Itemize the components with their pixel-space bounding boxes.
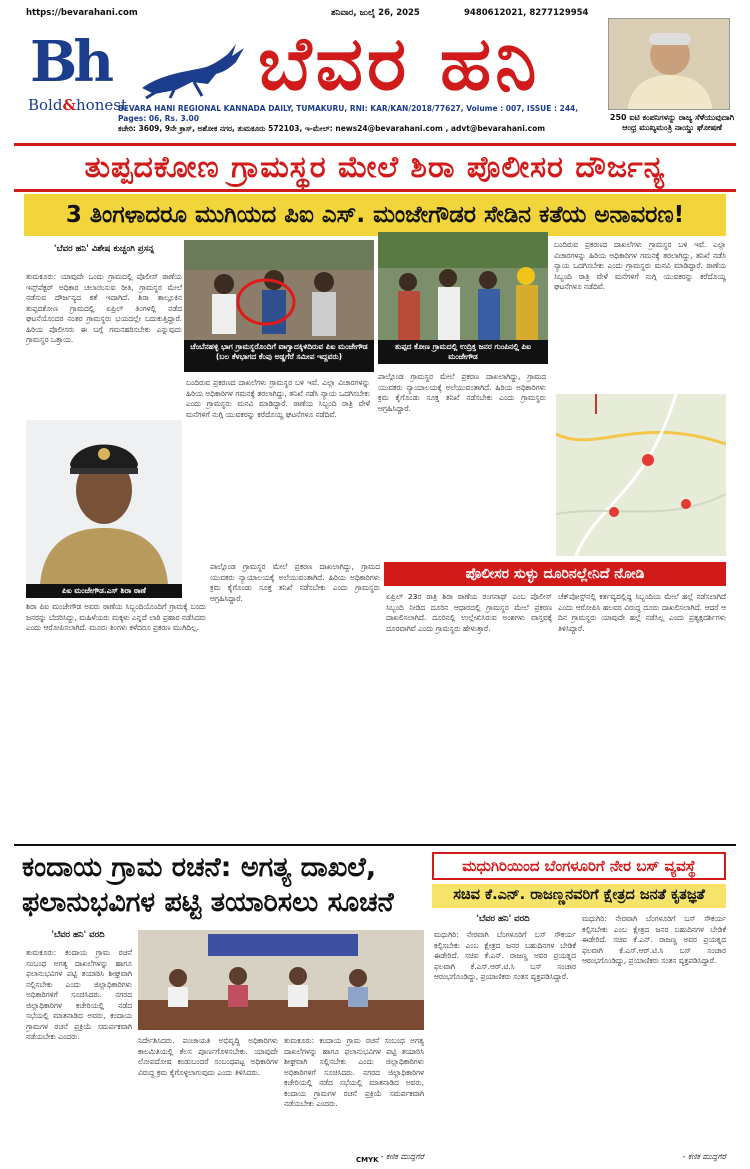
lead-headline: ತುಪ್ಪದಕೋಣ ಗ್ರಾಮಸ್ಥರ ಮೇಲೆ ಶಿರಾ ಪೊಲೀಸರ ದೌರ್ಜನ್ಯ xyxy=(14,143,736,192)
photo-1-caption: ಚೆಂಬೆನಹಳ್ಳಿ ಭಾಗ ಗ್ರಾಮಸ್ಥರೊಂದಿಗೆ ವಾಗ್ವಾದಕ್ಕಿಳಿದಿರುವ ಪಿಐ ಮಂಜೇಗೌಡ (ಬಲ ಕೆಳಭಾಗದ ಕೆಂಪು ಅಡ್ಡಗೆರೆ ಸಮೀಪ ಇದ್ದವರು) xyxy=(184,340,374,372)
photo-2-caption: ತುಪ್ಪದ ಕೋಣ ಗ್ರಾಮದಲ್ಲಿ ಉದ್ರಿಕ್ತ ಜನರ ಗುಂಪಿನಲ್ಲಿ ಪಿಐ ಮಂಜೇಗೌಡ xyxy=(378,340,548,364)
story3-text-2: ಮಧುಗಿರಿ: ನೇರವಾಗಿ ಬೆಂಗಳೂರಿಗೆ ಬಸ್ ಸೌಕರ್ಯ ಕಲ್ಪಿಸಬೇಕು ಎಂಬ ಕ್ಷೇತ್ರದ ಜನರ ಬಹುದಿನಗಳ ಬೇಡಿಕೆ ಈಡೇರಿದೆ. ಸಚಿವ ಕೆ.ಎನ್. ರಾಜಣ್ಣ ಅವರ ಪ್ರಯತ್ನದ ಫಲವಾಗಿ ಕೆ.ಎಸ್.ಆರ್.ಟಿ.ಸಿ ಬಸ್ ಸಂಚಾರ ಆರಂಭಗೊಂಡಿದ್ದು, ಪ್ರಯಾಣಿಕರು ಸಂತಸ ವ್ಯಕ್ತಪಡಿಸಿದ್ದಾರೆ. xyxy=(582,914,726,966)
story3-text-1: ಮಧುಗಿರಿ: ನೇರವಾಗಿ ಬೆಂಗಳೂರಿಗೆ ಬಸ್ ಸೌಕರ್ಯ ಕಲ್ಪಿಸಬೇಕು ಎಂಬ ಕ್ಷೇತ್ರದ ಜನರ ಬಹುದಿನಗಳ ಬೇಡಿಕೆ ಈಡೇರಿದೆ. ಸಚಿವ ಕೆ.ಎನ್. ರಾಜಣ್ಣ ಅವರ ಪ್ರಯತ್ನದ ಫಲವಾಗಿ ಕೆ.ಎಸ್.ಆರ್.ಟಿ.ಸಿ ಬಸ್ ಸಂಚಾರ ಆರಂಭಗೊಂಡಿದ್ದು, ಪ್ರಯಾಣಿಕರು ಸಂತಸ ವ್ಯಕ್ತಪಡಿಸಿದ್ದಾರೆ. xyxy=(434,930,576,982)
lead-col2-text: ಬಂದಿರುವ ಪ್ರಕರಣದ ದಾಖಲೆಗಳು ಗ್ರಾಮಸ್ಥರ ಬಳಿ ಇವೆ. ಎಲ್ಲಾ ವಿಚಾರಗಳನ್ನು ಹಿರಿಯ ಅಧಿಕಾರಿಗಳ ಗಮನಕ್ಕೆ ತರಲಾಗಿದ್ದು, ತನಿಖೆ ನಡೆಸಿ ನ್ಯಾಯ ಒದಗಿಸಬೇಕು ಎಂದು ಗ್ರಾಮಸ್ಥರು ಮನವಿ ಮಾಡಿದ್ದಾರೆ. ಠಾಣೆಯ ಸಿಬ್ಬಂದಿ ರಾತ್ರಿ ವೇಳೆ ಮನೆಗಳಿಗೆ ನುಗ್ಗಿ ಯುವಕರನ್ನು ಕರೆದೊಯ್ದ ಘಟನೆಗಳೂ ನಡೆದಿವೆ. xyxy=(186,378,370,419)
lead-col1-text-lower: ಶಿರಾ ಪಿಐ ಮಂಜೇಗೌಡ ಅವರು ಠಾಣೆಯ ಸಿಬ್ಬಂದಿಯೊಂದಿಗೆ ಗ್ರಾಮಕ್ಕೆ ಬಂದು ಜನರನ್ನು ಬೆದರಿಸಿದ್ದು, ಮಹಿಳೆಯರು ಮಕ್ಕಳು ಎನ್ನದೆ ಲಾಠಿ ಪ್ರಹಾರ ನಡೆಸಿದರು ಎಂದು ಆರೋಪಿಸಲಾಗಿದೆ. ಮೂರು ತಿಂಗಳು ಕಳೆದರೂ ಪ್ರಕರಣ ಮುಗಿದಿಲ್ಲ. xyxy=(26,602,206,633)
tagline: Bold&honest xyxy=(28,96,127,114)
story3-headline: ಮಧುಗಿರಿಯಿಂದ ಬೆಂಗಳೂರಿಗೆ ನೇರ ಬಸ್ ವ್ಯವಸ್ಥೆ xyxy=(432,852,726,880)
lead-photo-2 xyxy=(378,232,548,340)
lead-kicker: 'ಬೆವರ ಹನಿ' ವಿಶೇಷ ಕುಚ್ಚಂಗಿ ಪ್ರಸನ್ನ xyxy=(53,244,155,254)
story3-kicker: 'ಬೆವರ ಹನಿ' ವರದಿ xyxy=(476,914,530,924)
lead-col3-text: ಪಾಲ್ಗೊಂಡ ಗ್ರಾಮಸ್ಥರ ಮೇಲೆ ಪ್ರಕರಣ ದಾಖಲಾಗಿದ್ದು, ಗ್ರಾಮದ ಯುವಕರು ನ್ಯಾಯಾಲಯಕ್ಕೆ ಅಲೆಯುವಂತಾಗಿದೆ. ಹಿರಿಯ ಅಧಿಕಾರಿಗಳು ಕ್ರಮ ಕೈಗೊಂಡು ಸೂಕ್ತ ತನಿಖೆ ನಡೆಸಬೇಕು ಎಂದು ಗ್ರಾಮಸ್ಥರು ಆಗ್ರಹಿಸಿದ್ದಾರೆ. xyxy=(378,372,546,413)
police-box-text-1: ಏಪ್ರಿಲ್ 23ರ ರಾತ್ರಿ ಶಿರಾ ಠಾಣೆಯ ರಂಗನಾಥ್ ಎಂಬ ಪೊಲೀಸ್ ಸಿಬ್ಬಂದಿ ನೀಡಿದ ದೂರಿನ ಆಧಾರದಲ್ಲಿ ಗ್ರಾಮಸ್ಥರ ಮೇಲೆ ಪ್ರಕರಣ ದಾಖಲಿಸಲಾಗಿದೆ. ದೂರಿನಲ್ಲಿ ಉಲ್ಲೇಖಿಸಿರುವ ಅಂಶಗಳು ವಾಸ್ತವಕ್ಕೆ ದೂರವಾಗಿವೆ ಎಂದು ಗ್ರಾಮಸ್ಥರು ಹೇಳುತ್ತಾರೆ. xyxy=(386,592,552,633)
section-divider xyxy=(14,844,736,846)
antelope-logo-icon xyxy=(132,38,252,100)
police-box-title: ಪೊಲೀಸರ ಸುಳ್ಳು ದೂರಿನಲ್ಲೇನಿದೆ ನೋಡಿ xyxy=(384,562,726,586)
story2-signature: - ಕಣಿಕ ಮುದ್ದಗೆರೆ xyxy=(380,1152,424,1161)
rni-line: BEVARA HANI REGIONAL KANNADA DAILY, TUMAKURU, RNI: KAR/KAN/2018/77627, Volume : 007, ISSUE : 244, Pages: 06, Rs. 3.00 xyxy=(118,104,579,124)
officer-portrait xyxy=(26,420,182,584)
site-url[interactable]: https://bevarahani.com xyxy=(26,8,138,18)
story2-text: ತುಮಕೂರು: ಕಂದಾಯ ಗ್ರಾಮ ರಚನೆ ಸಂಬಂಧ ಅಗತ್ಯ ದಾಖಲೆಗಳನ್ನು ಹಾಗೂ ಫಲಾನುಭವಿಗಳ ಪಟ್ಟಿ ತಯಾರಿಸಿ ಶೀಘ್ರವಾಗಿ ಸಲ್ಲಿಸಬೇಕು ಎಂದು ಜಿಲ್ಲಾಧಿಕಾರಿಗಳು ಅಧಿಕಾರಿಗಳಿಗೆ ಸೂಚಿಸಿದರು. ನಗರದ ಜಿಲ್ಲಾಧಿಕಾರಿಗಳ ಕಚೇರಿಯಲ್ಲಿ ನಡೆದ ಸಭೆಯಲ್ಲಿ ಮಾತನಾಡಿದ ಅವರು, ಕಂದಾಯ ಗ್ರಾಮಗಳ ರಚನೆ ಪ್ರಕ್ರಿಯೆ ಸಮರ್ಪಕವಾಗಿ ನಡೆಯಬೇಕು ಎಂದರು. xyxy=(26,948,132,1042)
newspaper-title: ಬೆವರ ಹನಿ xyxy=(258,21,541,107)
police-box-text-2: ಚೆಕ್‌ಪೋಸ್ಟ್‌ನಲ್ಲಿ ಕರ್ತವ್ಯದಲ್ಲಿದ್ದ ಸಿಬ್ಬಂದಿಯ ಮೇಲೆ ಹಲ್ಲೆ ನಡೆಸಲಾಗಿದೆ ಎಂದು ಆರೋಪಿಸಿ ಹಲವರ ವಿರುದ್ಧ ದೂರು ದಾಖಲಿಸಲಾಗಿದೆ. ಆದರೆ ಆ ದಿನ ಗ್ರಾಮಸ್ಥರು ಯಾವುದೇ ಹಲ್ಲೆ ನಡೆಸಿಲ್ಲ ಎಂದು ಪ್ರತ್ಯಕ್ಷದರ್ಶಿಗಳು ತಿಳಿಸಿದ್ದಾರೆ. xyxy=(558,592,726,633)
meeting-photo xyxy=(138,930,424,1030)
masthead-info xyxy=(118,104,598,134)
story2-text-2: ನಿರ್ದೇಶಿಸಿದರು. ಪಂಚಾಯತಿ ಅಭಿವೃದ್ಧಿ ಅಧಿಕಾರಿಗಳು ಕಾಲಮಿತಿಯಲ್ಲಿ ಕೆಲಸ ಪೂರ್ಣಗೊಳಿಸಬೇಕು. ಯಾವುದೇ ಲೋಪದೋಷ ಕಂಡುಬಂದರೆ ಸಂಬಂಧಪಟ್ಟ ಅಧಿಕಾರಿಗಳ ವಿರುದ್ಧ ಕ್ರಮ ಕೈಗೊಳ್ಳಲಾಗುವುದು ಎಂದು ತಿಳಿಸಿದರು. xyxy=(138,1036,278,1077)
officer-caption: ಪಿಐ ಮಂಜೇಗೌಡ.ಎಸ್ ಶಿರಾ ಠಾಣೆ xyxy=(26,584,182,598)
story2-text-3: ತುಮಕೂರು: ಕಂದಾಯ ಗ್ರಾಮ ರಚನೆ ಸಂಬಂಧ ಅಗತ್ಯ ದಾಖಲೆಗಳನ್ನು ಹಾಗೂ ಫಲಾನುಭವಿಗಳ ಪಟ್ಟಿ ತಯಾರಿಸಿ ಶೀಘ್ರವಾಗಿ ಸಲ್ಲಿಸಬೇಕು ಎಂದು ಜಿಲ್ಲಾಧಿಕಾರಿಗಳು ಅಧಿಕಾರಿಗಳಿಗೆ ಸೂಚಿಸಿದರು. ನಗರದ ಜಿಲ್ಲಾಧಿಕಾರಿಗಳ ಕಚೇರಿಯಲ್ಲಿ ನಡೆದ ಸಭೆಯಲ್ಲಿ ಮಾತನಾಡಿದ ಅವರು, ಕಂದಾಯ ಗ್ರಾಮಗಳ ರಚನೆ ಪ್ರಕ್ರಿಯೆ ಸಮರ್ಪಕವಾಗಿ ನಡೆಯಬೇಕು ಎಂದರು. xyxy=(284,1036,424,1109)
story2-kicker: 'ಬೆವರ ಹನಿ' ವರದಿ xyxy=(51,930,105,940)
lead-subhead: 3 ತಿಂಗಳಾದರೂ ಮುಗಿಯದ ಪಿಐ ಎಸ್. ಮಂಜೇಗೌಡರ ಸೇಡಿನ ಕತೆಯ ಅನಾವರಣ! xyxy=(24,194,726,236)
lead-col2-text-lower: ಪಾಲ್ಗೊಂಡ ಗ್ರಾಮಸ್ಥರ ಮೇಲೆ ಪ್ರಕರಣ ದಾಖಲಾಗಿದ್ದು, ಗ್ರಾಮದ ಯುವಕರು ನ್ಯಾಯಾಲಯಕ್ಕೆ ಅಲೆಯುವಂತಾಗಿದೆ. ಹಿರಿಯ ಅಧಿಕಾರಿಗಳು ಕ್ರಮ ಕೈಗೊಂಡು ಸೂಕ್ತ ತನಿಖೆ ನಡೆಸಬೇಕು ಎಂದು ಗ್ರಾಮಸ್ಥರು ಆಗ್ರಹಿಸಿದ್ದಾರೆ. xyxy=(210,562,380,603)
chief-minister-photo xyxy=(608,18,730,110)
issue-date: ಶನಿವಾರ, ಜುಲೈ 26, 2025 xyxy=(331,8,420,18)
office-line: ಕಚೇರಿ: 3609, 9ನೇ ಕ್ರಾಸ್, ಅಶೋಕ ನಗರ, ತುಮಕೂರು 572103, ಇ-ಮೇಲ್: news24@bevarahani.com , advt@bevarahani.com xyxy=(118,124,546,134)
lead-photo-1 xyxy=(184,240,374,340)
lead-col1-text: ತುಮಕೂರು: ಯಾವುದೇ ಒಂದು ಗ್ರಾಮದಲ್ಲಿ ಪೊಲೀಸ್ ಠಾಣೆಯ ಇನ್ಸ್‌ಪೆಕ್ಟರ್ ಅಧಿಕಾರ ಚಲಾಯಿಸುವ ರೀತಿ, ಗ್ರಾಮಸ್ಥರ ಮೇಲೆ ನಡೆಸುವ ದೌರ್ಜನ್ಯದ ಕತೆ ಇದಾಗಿದೆ. ಶಿರಾ ತಾಲ್ಲೂಕಿನ ತುಪ್ಪದಕೋಣ ಗ್ರಾಮದಲ್ಲಿ ಏಪ್ರಿಲ್ ತಿಂಗಳಲ್ಲಿ ನಡೆದ ಘಟನೆಯೊಂದರ ನಂತರ ಗ್ರಾಮಸ್ಥರು ಭಯದಲ್ಲೇ ಬದುಕುತ್ತಿದ್ದಾರೆ. ಹಿರಿಯ ಪೊಲೀಸರು ಈ ಬಗ್ಗೆ ಗಮನಹರಿಸಬೇಕು ಎನ್ನುವುದು ಗ್ರಾಮಸ್ಥರ ಒತ್ತಾಯ. xyxy=(26,272,182,345)
portrait-caption: 250 ಐಟಿ ಕಂಪನಿಗಳನ್ನು ರಾಜ್ಯ ಸೆಳೆಯುವುದಾಗಿ ಆಂಧ್ರ ಮುಖ್ಯಮಂತ್ರಿ ನಾಯ್ಡು ಘೋಷಣೆ xyxy=(609,113,735,132)
story2-headline: ಕಂದಾಯ ಗ್ರಾಮ ರಚನೆ: ಅಗತ್ಯ ದಾಖಲೆ, ಫಲಾನುಭವಿಗಳ ಪಟ್ಟಿ ತಯಾರಿಸಲು ಸೂಚನೆ xyxy=(22,852,394,919)
contact-phones: 9480612021, 8277129954 xyxy=(464,8,589,18)
lead-col4-text: ಬಂದಿರುವ ಪ್ರಕರಣದ ದಾಖಲೆಗಳು ಗ್ರಾಮಸ್ಥರ ಬಳಿ ಇವೆ. ಎಲ್ಲಾ ವಿಚಾರಗಳನ್ನು ಹಿರಿಯ ಅಧಿಕಾರಿಗಳ ಗಮನಕ್ಕೆ ತರಲಾಗಿದ್ದು, ತನಿಖೆ ನಡೆಸಿ ನ್ಯಾಯ ಒದಗಿಸಬೇಕು ಎಂದು ಗ್ರಾಮಸ್ಥರು ಮನವಿ ಮಾಡಿದ್ದಾರೆ. ಠಾಣೆಯ ಸಿಬ್ಬಂದಿ ರಾತ್ರಿ ವೇಳೆ ಮನೆಗಳಿಗೆ ನುಗ್ಗಿ ಯುವಕರನ್ನು ಕರೆದೊಯ್ದ ಘಟನೆಗಳೂ ನಡೆದಿವೆ. xyxy=(554,240,726,292)
story3-signature: - ಕಣಿಕ ಮುದ್ದಗೆರೆ xyxy=(682,1152,726,1161)
location-map xyxy=(556,394,726,556)
logo-letters: Bh xyxy=(30,29,111,95)
story3-subhead: ಸಚಿವ ಕೆ.ಎನ್. ರಾಜಣ್ಣನವರಿಗೆ ಕ್ಷೇತ್ರದ ಜನತೆ ಕೃತಜ್ಞತೆ xyxy=(432,884,726,908)
cmyk-mark: CMYK xyxy=(356,1156,379,1164)
